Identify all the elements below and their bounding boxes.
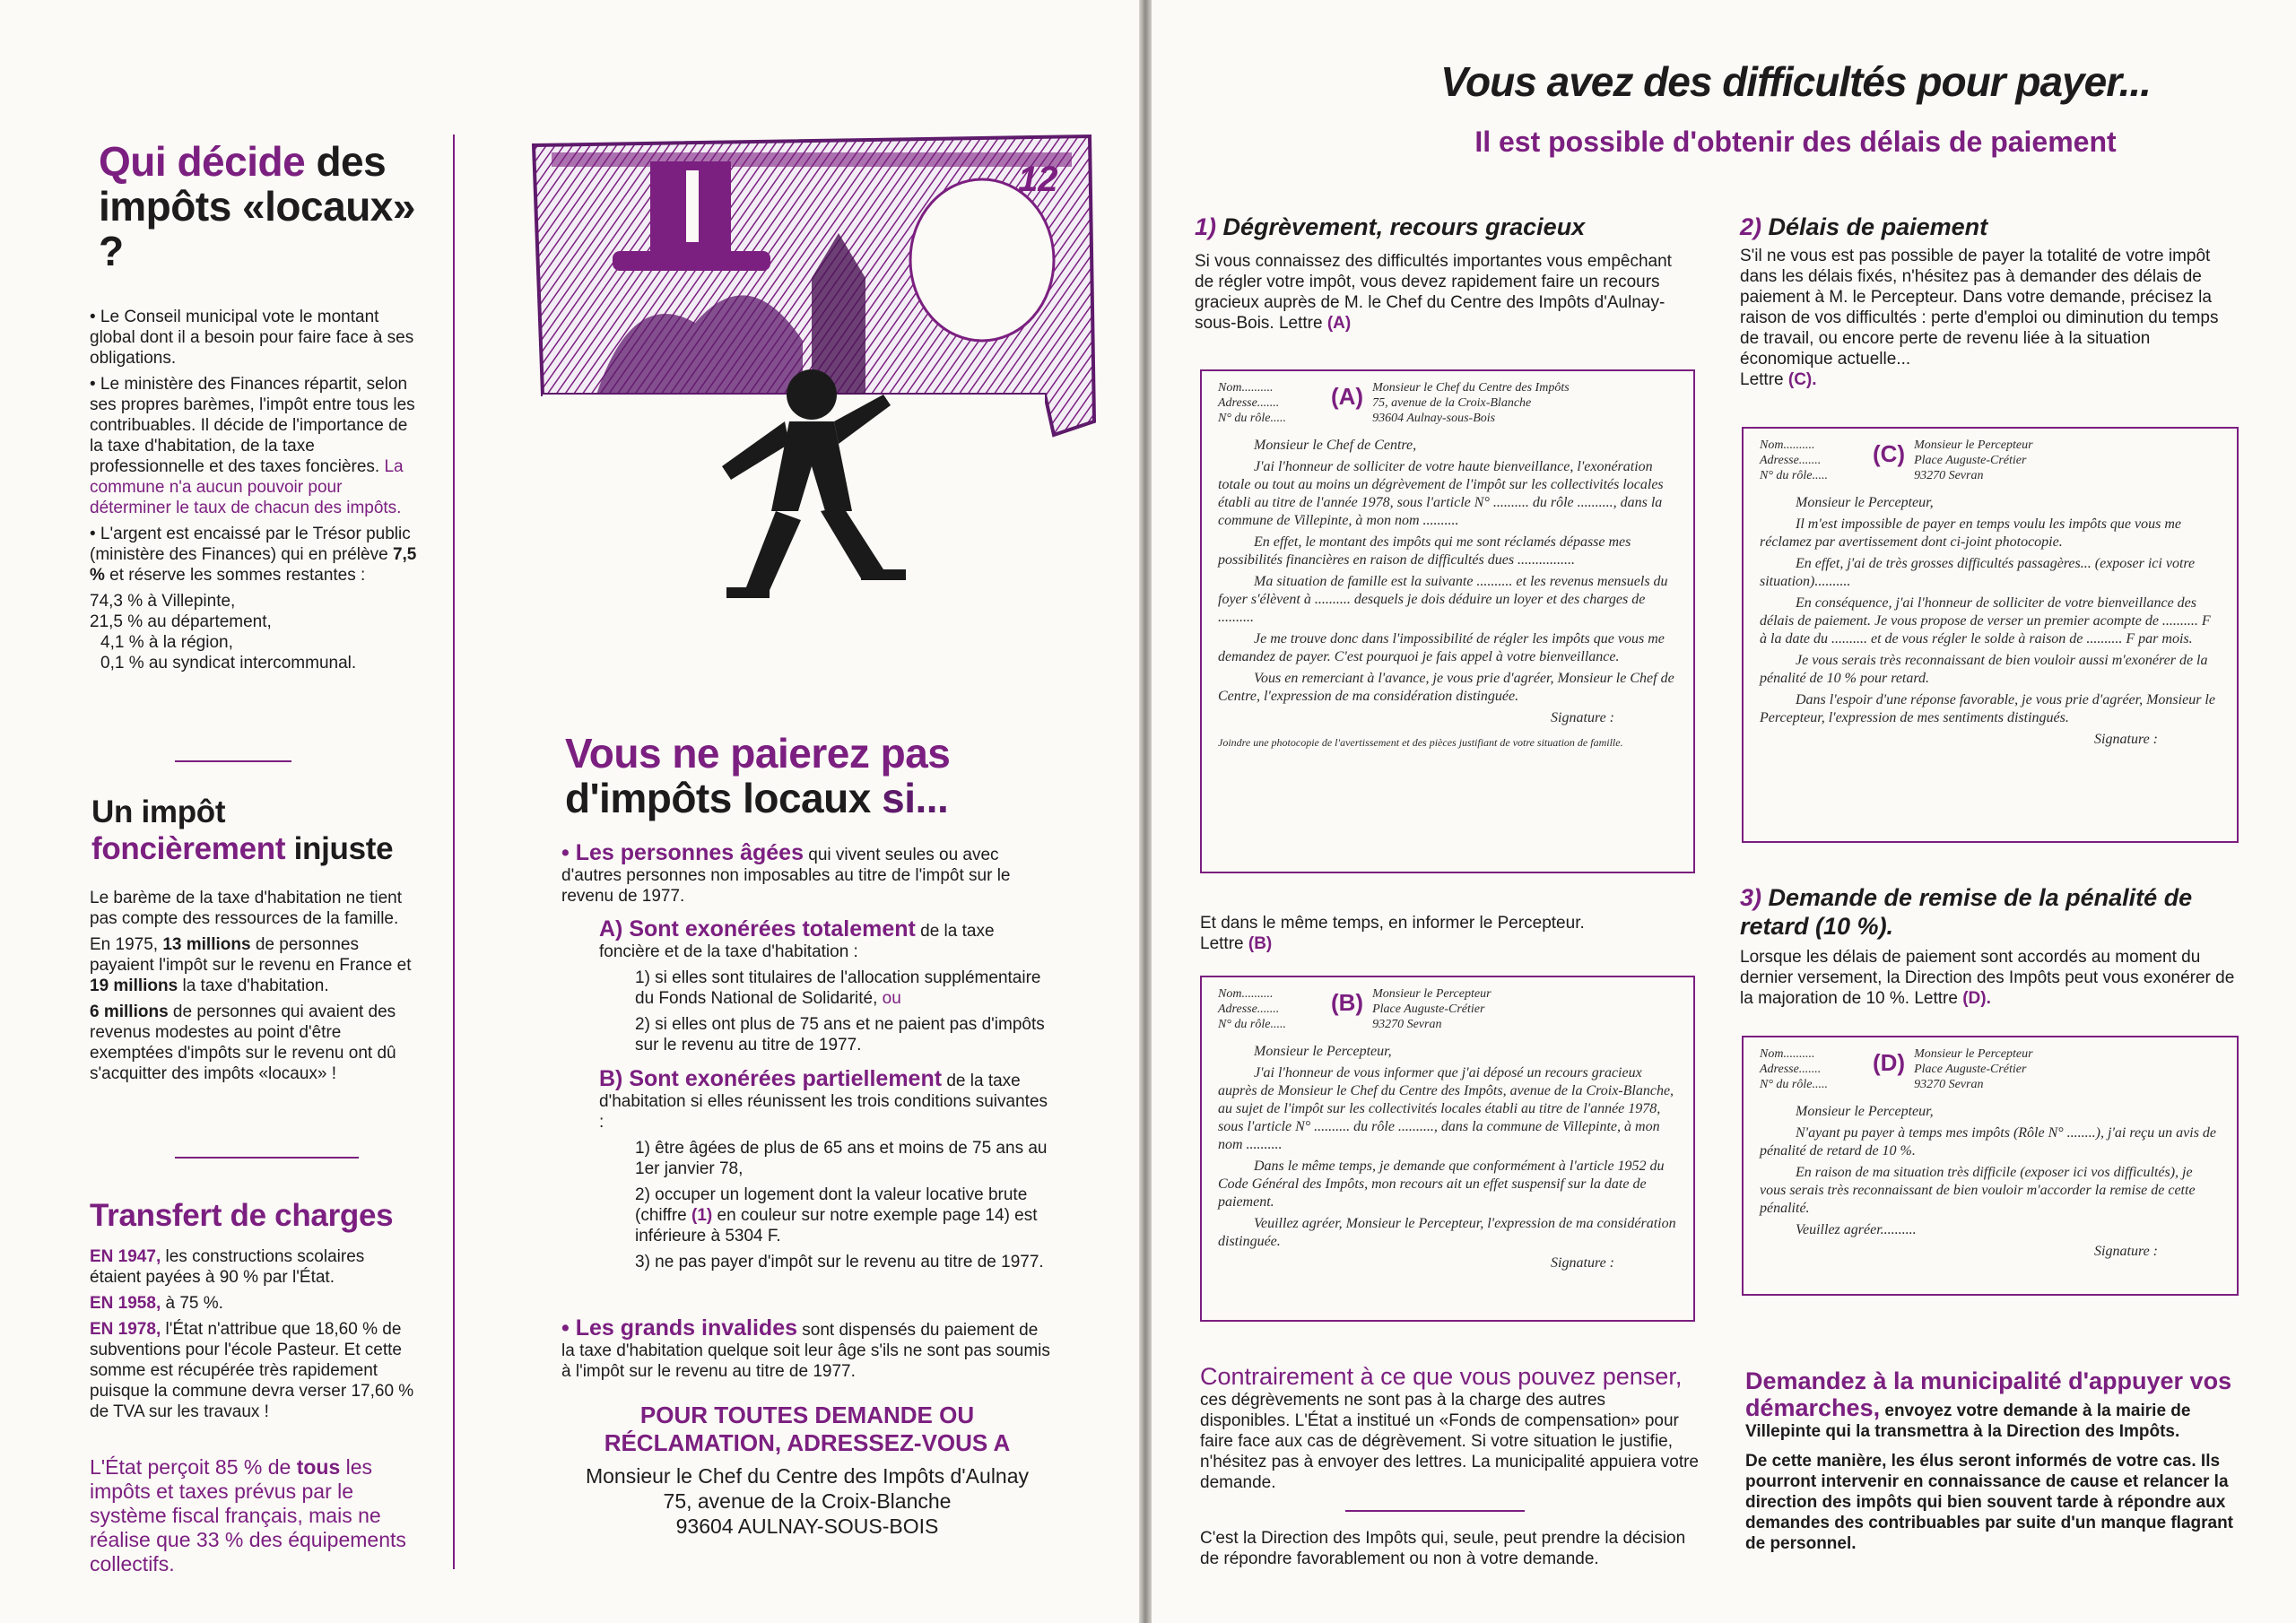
salutation: Monsieur le Percepteur, xyxy=(1796,1104,1934,1119)
signature-line: Signature : xyxy=(2094,732,2158,747)
tax-office-address: Monsieur le Chef du Centre des Impôts d'Aulnay 75, avenue de la Croix-Blanche 93604 AULNAY-SOUS-BOIS xyxy=(585,1464,1030,1538)
salutation: Monsieur le Percepteur, xyxy=(1254,1044,1392,1059)
contrairement-text: ces dégrèvements ne sont pas à la charge des autres disponibles. L'État a institué un «Fonds de compensation» pour faire face aux cas de dégrèvement. Si votre situation le justifie, n'hésitez pas à envoyer des lettres. La municipalité appuiera votre demande. xyxy=(1200,1391,1700,1492)
divider xyxy=(175,760,291,762)
qui-p3: • L'argent est encaissé par le Trésor public (ministère des Finances) qui en prélève 7,5 % et réserve les sommes restantes : xyxy=(90,525,417,585)
municipalite-title: Demandez à la municipalité d'appuyer vos démarches, xyxy=(1745,1367,2232,1421)
salutation: Monsieur le Percepteur, xyxy=(1796,495,1934,510)
letter-code: (D) xyxy=(1873,1049,1906,1076)
contrairement-block xyxy=(1200,1363,1699,1493)
binding-gutter xyxy=(1139,0,1152,1623)
paierez-B: B) Sont exonérées partiellement de la taxe d'habitation si elles réunissent les trois conditions suivantes : 1) être âgées de plus de 65 ans et moins de 75 ans au 1er janvier 78, 2) occuper un logement dont la valeur locative brute (chiffre (1) en couleur sur notre exemple page 14) est inférieure à 5304 F. 3) ne pas payer d'impôt sur le revenu au titre de 1977. xyxy=(599,1069,1055,1278)
letter-code: (B) xyxy=(1331,989,1364,1016)
share-item: 74,3 % à Villepinte, xyxy=(90,592,236,611)
paierez-agees: • Les personnes âgées qui vivent seules ou avec d'autres personnes non imposables au titre de l'impôt sur le revenu de 1977. xyxy=(561,840,1011,906)
mid-text: Et dans le même temps, en informer le Percepteur. Lettre (B) xyxy=(1200,914,1585,953)
municipalite-block: Demandez à la municipalité d'appuyer vos démarches, envoyez votre demande à la mairie de Villepinte qui la transmettra à la Direction des Impôts. De cette manière, les élus seront informés de votre cas. Ils pourront intervenir en connaissance de cause et relancer la direction des impôts qui bien souvent tarde à répondre aux demandes des contribuables par suite d'un manque flagrant de personnel. xyxy=(1745,1367,2240,1559)
B-item-2: 2) occuper un logement dont la valeur locative brute (chiffre (1) en couleur sur notre exemple page 14) est inférieure à 5304 F. xyxy=(635,1185,1038,1245)
transfert-p3: EN 1978, l'État n'attribue que 18,60 % de subventions pour l'école Pasteur. Et cette somme est récupérée très rapidement puisque la commune devra verser 17,60 % de TVA sur les travaux ! xyxy=(90,1320,414,1421)
paierez-title: Vous ne paierez pas d'impôts locaux si... xyxy=(565,730,951,821)
letter-note: Joindre une photocopie de l'avertissement et des pièces justifiant de votre situation de famille. xyxy=(1218,736,1623,749)
B-item-3: 3) ne pas payer d'impôt sur le revenu au titre de 1977. xyxy=(635,1253,1044,1271)
divider xyxy=(175,1157,359,1159)
signature-line: Signature : xyxy=(1551,1255,1614,1271)
injuste-title: Un impôt foncièrement injuste xyxy=(91,794,394,866)
injuste-p2: En 1975, 13 millions de personnes payaient l'impôt sur le revenu en France et 19 millions la taxe d'habitation. xyxy=(90,935,412,995)
B-item-1: 1) être âgées de plus de 65 ans et moins de 75 ans au 1er janvier 78, xyxy=(635,1139,1048,1178)
paierez-A: A) Sont exonérées totalement de la taxe foncière et de la taxe d'habitation : 1) si elles sont titulaires de l'allocation supplémentaire du Fonds National de Solidarité, ou 2) si elles ont plus de 75 ans et ne paient pas d'impôts sur le revenu au titre de 1977. xyxy=(599,919,1055,1061)
transfert-text xyxy=(90,1246,417,1428)
paierez-invalides: • Les grands invalides sont dispensés du paiement de la taxe d'habitation quelque soit leur âge s'ils ne sont pas soumis à l'impôt sur le revenu au titre de 1977. xyxy=(561,1315,1050,1381)
right-headline: Vous avez des difficultés pour payer... xyxy=(1440,58,2151,105)
banknote-illustration xyxy=(516,126,1108,628)
A-item-2: 2) si elles ont plus de 75 ans et ne paient pas d'impôts sur le revenu au titre de 1977. xyxy=(635,1015,1045,1055)
A-item-1: 1) si elles sont titulaires de l'allocation supplémentaire du Fonds National de Solidarité, ou xyxy=(635,968,1041,1008)
injuste-p1: Le barème de la taxe d'habitation ne tient pas compte des ressources de la famille. xyxy=(90,889,402,928)
municipalite-text: De cette manière, les élus seront informés de votre cas. Ils pourront intervenir en connaissance de cause et relancer la direction des impôts qui bien souvent tarde à répondre aux demandes des contribuables par suite d'un manque flagrant de personnel. xyxy=(1745,1452,2234,1553)
qui-decide-text xyxy=(90,307,422,673)
qui-p1: • Le Conseil municipal vote le montant global dont il a besoin pour faire face à ses obligations. xyxy=(90,308,414,368)
salutation: Monsieur le Chef de Centre, xyxy=(1254,438,1417,453)
letter-code: (A) xyxy=(1331,383,1364,410)
section-1-title: 1) Dégrèvement, recours gracieux xyxy=(1195,213,1586,240)
transfert-conclusion: L'État perçoit 85 % de tous les impôts et taxes prévus par le système fiscal français, mais ne réalise que 33 % des équipements collectifs. xyxy=(90,1455,406,1575)
letter-a: Nom.......... Adresse....... N° du rôle..... (A) Monsieur le Chef du Centre des Impôts 75, avenue de la Croix-Blanche 93604 Aulnay-sous-Bois Monsieur le Chef de Centre, J'ai l'honneur de solliciter de votre haute bienveillance, l'exonération totale ou tout au moins un dégrèvement de l'impôt sur les collectivités locales établi au titre de l'année 1978, sous l'article N° .......... du rôle .........., dans la commune de Villepinte, à mon nom .......... En effet, le montant des impôts qui me sont réclamés dépasse mes possibilités financières en raison de difficultés dues ................ Ma situation de famille est la suivante .......... et les revenus mensuels du foyer s'élèvent à .......... desquels je dois déduire un loyer et des charges de .......... Je me trouve donc dans l'impossibilité de régler les impôts que vous me demandez de payer. C'est pourquoi je fais appel à votre bienveillance. Vous en remerciant à l'avance, je vous prie d'agréer, Monsieur le Chef de Centre, l'expression de ma considération distinguée. Signature : Joindre une photocopie de l'avertissement et des pièces justifiant de votre situation de famille. xyxy=(1200,369,1695,873)
signature-line: Signature : xyxy=(1551,710,1614,725)
transfert-title: Transfert de charges xyxy=(90,1198,394,1233)
divider xyxy=(1345,1510,1525,1512)
qui-p2: • Le ministère des Finances répartit, selon ses propres barèmes, l'impôt entre tous les contribuables. Il décide de l'importance de la taxe d'habitation, de la taxe professionnelle et des taxes foncières. La commune n'a aucun pouvoir pour déterminer le taux de chacun des impôts. xyxy=(90,375,415,517)
share-item: 0,1 % au syndicat intercommunal. xyxy=(100,654,357,673)
signature-line: Signature : xyxy=(2094,1244,2158,1259)
left-page xyxy=(0,0,1139,1623)
page-badge: 12 xyxy=(1018,160,1058,199)
section-2-title: 2) Délais de paiement xyxy=(1740,213,1988,240)
share-list xyxy=(90,591,422,673)
right-page xyxy=(1152,0,2296,1623)
transfert-p1: EN 1947, les constructions scolaires étaient payées à 90 % par l'État. xyxy=(90,1247,365,1287)
injuste-text xyxy=(90,888,417,1089)
direction-text: C'est la Direction des Impôts qui, seule, peut prendre la décision de répondre favorablement ou non à votre demande. xyxy=(1200,1529,1686,1568)
share-item: 21,5 % au département, xyxy=(90,612,272,631)
contrairement-title: Contrairement à ce que vous pouvez penser, xyxy=(1200,1363,1683,1390)
injuste-p3: 6 millions de personnes qui avaient des revenus modestes au point d'être exemptées d'impôts sur le revenu ont dû s'acquitter des impôts «locaux» ! xyxy=(90,1002,396,1083)
taxpayer-illustration xyxy=(516,126,1108,628)
section-1-text: Si vous connaissez des difficultés importantes vous empêchant de régler votre impôt, vous devez rapidement faire un recours gracieux auprès de M. le Chef du Centre des Impôts d'Aulnay-sous-Bois. Lettre (A) xyxy=(1195,252,1672,333)
right-subheadline: Il est possible d'obtenir des délais de paiement xyxy=(1474,126,2117,158)
section-2-text: S'il ne vous est pas possible de payer la totalité de votre impôt dans les délais fixés, n'hésitez pas à demander des délais de paiement à M. le Percepteur. Dans votre demande, précisez la raison de vos difficultés : perte d'emploi ou diminution du temps de travail, ou encore perte de revenu liée à la situation économique actuelle... Lettre (C). xyxy=(1740,247,2219,389)
section-3-title: 3) Demande de remise de la pénalité de retard (10 %). xyxy=(1740,884,2193,940)
reclamation-heading: POUR TOUTES DEMANDE OU RÉCLAMATION, ADRESSEZ-VOUS A xyxy=(604,1402,1011,1456)
letter-c: Nom.......... Adresse....... N° du rôle..... (C) Monsieur le Percepteur Place Auguste-Crétier 93270 Sevran Monsieur le Percepteur, Il m'est impossible de payer en temps voulu les impôts que vous me réclamez par avertissement dont ci-joint photocopie. En effet, j'ai de très grosses difficultés passagères... (exposer ici votre situation).......... En conséquence, j'ai l'honneur de solliciter de votre bienveillance des délais de paiement. Je vous propose de verser un premier acompte de .......... F à la date du .......... et de vous régler le solde à raison de .......... F par mois. Je vous serais très reconnaissant de bien vouloir aussi m'exonérer de la pénalité de 10 % pour retard. Dans l'espoir d'une réponse favorable, je vous prie d'agréer, Monsieur le Percepteur, l'expression de mes sentiments distingués. Signature : xyxy=(1742,427,2239,843)
section-3-text: Lorsque les délais de paiement sont accordés au moment du dernier versement, la Direction des Impôts peut vous exonérer de la majoration de 10 %. Lettre (D). xyxy=(1740,948,2235,1008)
transfert-p2: EN 1958, à 75 %. xyxy=(90,1294,223,1313)
letter-d: Nom.......... Adresse....... N° du rôle..... (D) Monsieur le Percepteur Place Auguste-Crétier 93270 Sevran Monsieur le Percepteur, N'ayant pu payer à temps mes impôts (Rôle N° ........), j'ai reçu un avis de pénalité de retard de 10 %. En raison de ma situation très difficile (exposer ici vos difficultés), je vous serais très reconnaissant de bien vouloir m'accorder la remise de cette pénalité. Veuillez agréer.......... Signature : xyxy=(1742,1036,2239,1296)
letter-b: Nom.......... Adresse....... N° du rôle..... (B) Monsieur le Percepteur Place Auguste-Crétier 93270 Sevran Monsieur le Percepteur, J'ai l'honneur de vous informer que j'ai déposé un recours gracieux auprès de Monsieur le Chef du Centre des Impôts, avenue de la Croix-Blanche, au sujet de l'impôt sur les collectivités locales établi au titre de l'année 1978, sous l'article N° .......... du rôle .........., dans la commune de Villepinte, à mon nom .......... Dans le même temps, je demande que conformément à l'article 1952 du Code Général des Impôts, mon recours ait un effet suspensif sur la date de paiement. Veuillez agréer, Monsieur le Percepteur, l'expression de ma considération distinguée. Signature : xyxy=(1200,976,1695,1322)
column-rule xyxy=(453,135,455,1569)
share-item: 4,1 % à la région, xyxy=(100,633,233,652)
letter-code: (C) xyxy=(1873,440,1906,467)
qui-decide-title: Qui décide des impôts «locaux» ? xyxy=(99,138,415,274)
